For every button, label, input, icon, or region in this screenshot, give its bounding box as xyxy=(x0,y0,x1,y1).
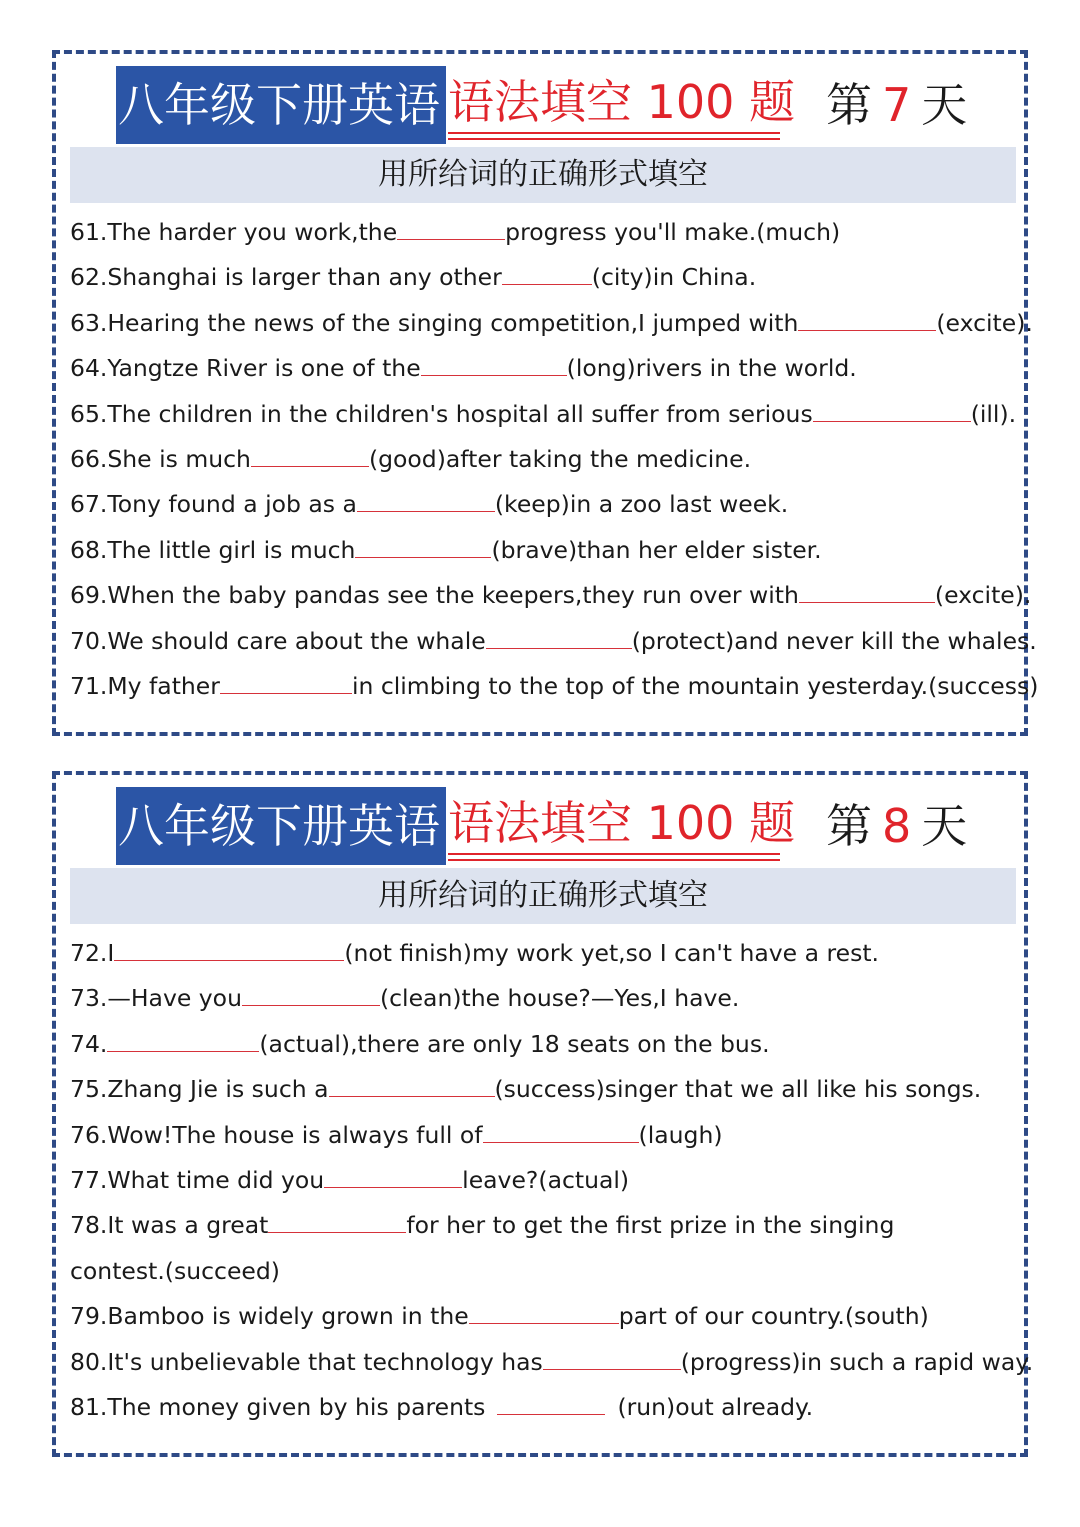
question-hint: (brave)than her elder sister. xyxy=(491,535,822,564)
question-item xyxy=(70,931,1020,976)
answer-blank[interactable] xyxy=(502,264,592,285)
question-text: 70.We should care about the whale xyxy=(70,626,486,655)
question-text: 72.I xyxy=(70,939,115,967)
question-text: 81.The money given by his parents xyxy=(70,1392,486,1421)
instruction-banner: 用所给词的正确形式填空 xyxy=(70,147,1016,203)
question-continuation xyxy=(70,1249,1020,1294)
answer-blank[interactable] xyxy=(483,1122,639,1143)
answer-blank[interactable] xyxy=(798,310,936,331)
question-item xyxy=(70,1385,1020,1430)
answer-blank[interactable] xyxy=(242,985,380,1006)
question-item xyxy=(70,255,1020,300)
answer-blank[interactable] xyxy=(324,1167,462,1188)
answer-blank[interactable] xyxy=(813,401,971,422)
question-text: 61.The harder you work,the xyxy=(70,218,398,246)
question-hint: (laugh) xyxy=(638,1120,723,1149)
day-label xyxy=(826,787,967,865)
question-list xyxy=(70,931,1034,1430)
worksheet-section-day-8 xyxy=(52,771,1034,1457)
question-hint: for her to get the first prize in the singing xyxy=(406,1211,895,1240)
answer-blank[interactable] xyxy=(268,1212,406,1233)
answer-blank[interactable] xyxy=(355,537,491,558)
question-text: 74. xyxy=(70,1029,108,1058)
answer-blank[interactable] xyxy=(543,1349,681,1370)
question-text: 68.The little girl is much xyxy=(70,535,356,564)
question-item xyxy=(70,482,1020,527)
answer-blank[interactable] xyxy=(357,491,495,512)
question-text: 77.What time did you xyxy=(70,1165,325,1194)
question-hint: (good)after taking the medicine. xyxy=(368,444,752,473)
question-text: 63.Hearing the news of the singing competition,I jumped with xyxy=(70,308,799,337)
question-text: 67.Tony found a job as a xyxy=(70,490,357,519)
question-text: 80.It's unbelievable that technology has xyxy=(70,1347,543,1376)
title-prefix: 八年级下册英语 xyxy=(116,66,446,144)
question-hint: (excite). xyxy=(936,308,1033,337)
question-item xyxy=(70,664,1039,709)
question-hint: (city)in China. xyxy=(591,263,757,292)
question-text: contest.(succeed) xyxy=(70,1256,280,1285)
question-hint: (clean)the house?—Yes,I have. xyxy=(379,984,740,1013)
question-text: 66.She is much xyxy=(70,444,251,473)
question-text: 75.Zhang Jie is such a xyxy=(70,1075,329,1104)
title-underline xyxy=(448,132,780,134)
answer-blank[interactable] xyxy=(486,628,632,649)
day-label-post: 天 xyxy=(921,78,968,132)
answer-blank[interactable] xyxy=(220,673,352,694)
question-hint: (progress)in such a rapid way. xyxy=(680,1347,1034,1376)
title-underline xyxy=(448,859,780,861)
question-item xyxy=(70,1294,1020,1339)
question-item xyxy=(70,210,1020,255)
question-item xyxy=(70,392,1020,437)
answer-blank[interactable] xyxy=(107,1031,259,1052)
day-label-post: 天 xyxy=(921,799,968,853)
question-text: 78.It was a great xyxy=(70,1211,269,1240)
question-text: 79.Bamboo is widely grown in the xyxy=(70,1302,469,1331)
question-text: 69.When the baby pandas see the keepers,they run over with xyxy=(70,581,799,610)
question-hint: (long)rivers in the world. xyxy=(566,354,857,383)
answer-blank[interactable] xyxy=(397,219,505,240)
question-item xyxy=(70,573,1032,618)
question-hint: (success)singer that we all like his songs. xyxy=(494,1075,982,1104)
title-main: 语法填空 100 题 xyxy=(448,75,796,129)
question-hint: (actual),there are only 18 seats on the bus. xyxy=(259,1029,770,1058)
answer-blank[interactable] xyxy=(799,582,935,603)
title-underline xyxy=(448,853,780,855)
section-title xyxy=(116,66,976,144)
question-hint: leave?(actual) xyxy=(462,1165,630,1194)
question-item xyxy=(70,301,1033,346)
answer-blank[interactable] xyxy=(497,1394,605,1415)
question-item xyxy=(70,1203,1020,1248)
question-item xyxy=(70,346,1020,391)
question-hint: progress you'll make.(much) xyxy=(505,218,841,246)
question-hint: (ill). xyxy=(970,399,1017,428)
question-list xyxy=(70,210,1039,709)
question-item xyxy=(70,1067,1020,1112)
title-main: 语法填空 100 题 xyxy=(448,796,796,850)
question-text: 73.—Have you xyxy=(70,984,242,1013)
question-text: 76.Wow!The house is always full of xyxy=(70,1120,483,1149)
question-hint: part of our country.(south) xyxy=(618,1302,929,1331)
question-hint: (excite). xyxy=(934,581,1032,610)
answer-blank[interactable] xyxy=(251,446,369,467)
answer-blank[interactable] xyxy=(329,1076,495,1097)
question-hint: (keep)in a zoo last week. xyxy=(494,490,789,519)
answer-blank[interactable] xyxy=(469,1303,619,1324)
answer-blank[interactable] xyxy=(114,940,344,961)
question-item xyxy=(70,976,1020,1021)
question-item xyxy=(70,528,1020,573)
question-text: 71.My father xyxy=(70,671,220,700)
title-prefix: 八年级下册英语 xyxy=(116,787,446,865)
question-item xyxy=(70,1022,1020,1067)
answer-blank[interactable] xyxy=(421,355,567,376)
question-item xyxy=(70,619,1037,664)
day-label-pre: 第 xyxy=(826,78,872,132)
question-item xyxy=(70,437,1020,482)
day-label-pre: 第 xyxy=(826,799,872,853)
worksheet-section-day-7 xyxy=(52,50,1039,736)
question-hint: (not finish)my work yet,so I can't have a rest. xyxy=(344,939,880,967)
question-hint: (run)out already. xyxy=(617,1392,814,1421)
day-number: 7 xyxy=(882,78,912,132)
section-title xyxy=(116,787,976,865)
question-item xyxy=(70,1158,1020,1203)
question-hint: in climbing to the top of the mountain yesterday.(success) xyxy=(351,671,1039,700)
question-item xyxy=(70,1340,1034,1385)
day-number: 8 xyxy=(882,799,912,853)
question-text: 64.Yangtze River is one of the xyxy=(70,354,421,383)
question-text: 62.Shanghai is larger than any other xyxy=(70,263,502,292)
instruction-banner: 用所给词的正确形式填空 xyxy=(70,868,1016,924)
question-item xyxy=(70,1113,1020,1158)
day-label xyxy=(826,66,967,144)
question-text: 65.The children in the children's hospital all suffer from serious xyxy=(70,399,813,428)
title-underline xyxy=(448,138,780,140)
question-hint: (protect)and never kill the whales. xyxy=(631,626,1037,655)
